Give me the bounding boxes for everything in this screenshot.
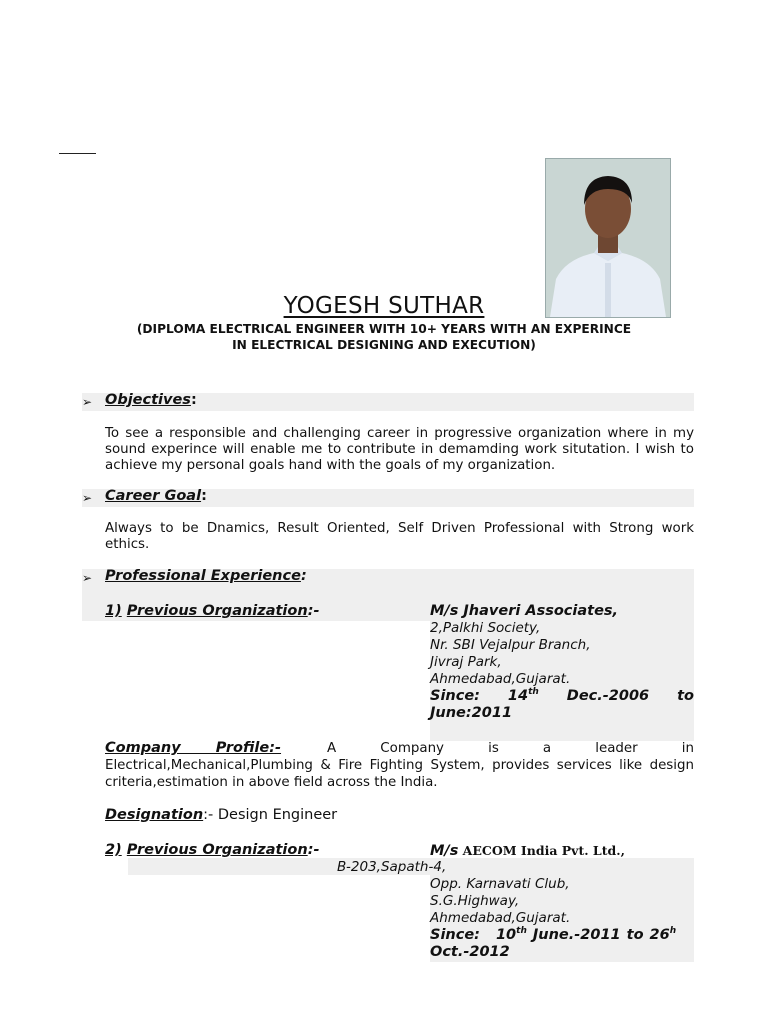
candidate-name: YOGESH SUTHAR [283,293,485,319]
org2-company: M/s AECOM India Pvt. Ltd., [430,843,625,859]
org1-since: Since: 14th Dec.-2006 to [430,687,694,704]
objectives-heading: Objectives: [105,392,197,408]
candidate-subtitle [0,321,768,353]
org2-address-line: S.G.Highway, [430,893,520,909]
org1-address-line: 2,Palkhi Society, [430,620,541,636]
org1-address-line: Ahmedabad,Gujarat. [430,671,571,687]
experience-heading: Professional Experience: [105,568,307,584]
org1-address-line: Jivraj Park, [430,654,502,670]
subtitle-line-1: (DIPLOMA ELECTRICAL ENGINEER WITH 10+ YEARS WITH AN EXPERINCE [136,322,632,336]
org1-label: 1) Previous Organization:- [105,603,320,619]
top-rule [59,153,96,154]
org2-since: Since: 10th June.-2011 to 26$^h$ [430,926,677,943]
objectives-text: To see a responsible and challenging career in progressive organization where in my sound experince will enable me to contribute in demamding work situtation. I wish to achieve my personal goals hand with the goals of my organization. [105,426,694,473]
org1-company-profile-text: A Company is a leader in Electrical,Mechanical,Plumbing & Fire Fighting System, provides services like design criteria,estimation in above field across the India. [105,741,694,790]
org1-address-block [430,603,694,722]
org1-until: June:2011 [430,705,513,721]
objectives-bullet-icon: ➢ [82,395,93,409]
career-goal-text: Always to be Dnamics, Result Oriented, Self Driven Professional with Strong work ethics. [105,521,694,552]
org1-address-line: Nr. SBI Vejalpur Branch, [430,637,591,653]
org2-address-line: Ahmedabad,Gujarat. [430,910,571,926]
org2-address-first: B-203,Sapath-4, [337,859,447,875]
career-goal-bullet-icon: ➢ [82,491,93,505]
org2-address-block [430,876,694,961]
company-profile-label: Company Profile:- [105,740,282,756]
org2-label: 2) Previous Organization:- [105,842,320,858]
org1-company: M/s Jhaveri Associates, [430,603,619,619]
org2-address-line: Opp. Karnavati Club, [430,876,570,892]
org2-until: Oct.-2012 [430,944,510,960]
org1-designation: Designation:- Design Engineer [105,807,338,823]
career-goal-heading: Career Goal: [105,488,207,504]
subtitle-line-2: IN ELECTRICAL DESIGNING AND EXECUTION) [232,338,536,352]
experience-bullet-icon: ➢ [82,571,93,585]
